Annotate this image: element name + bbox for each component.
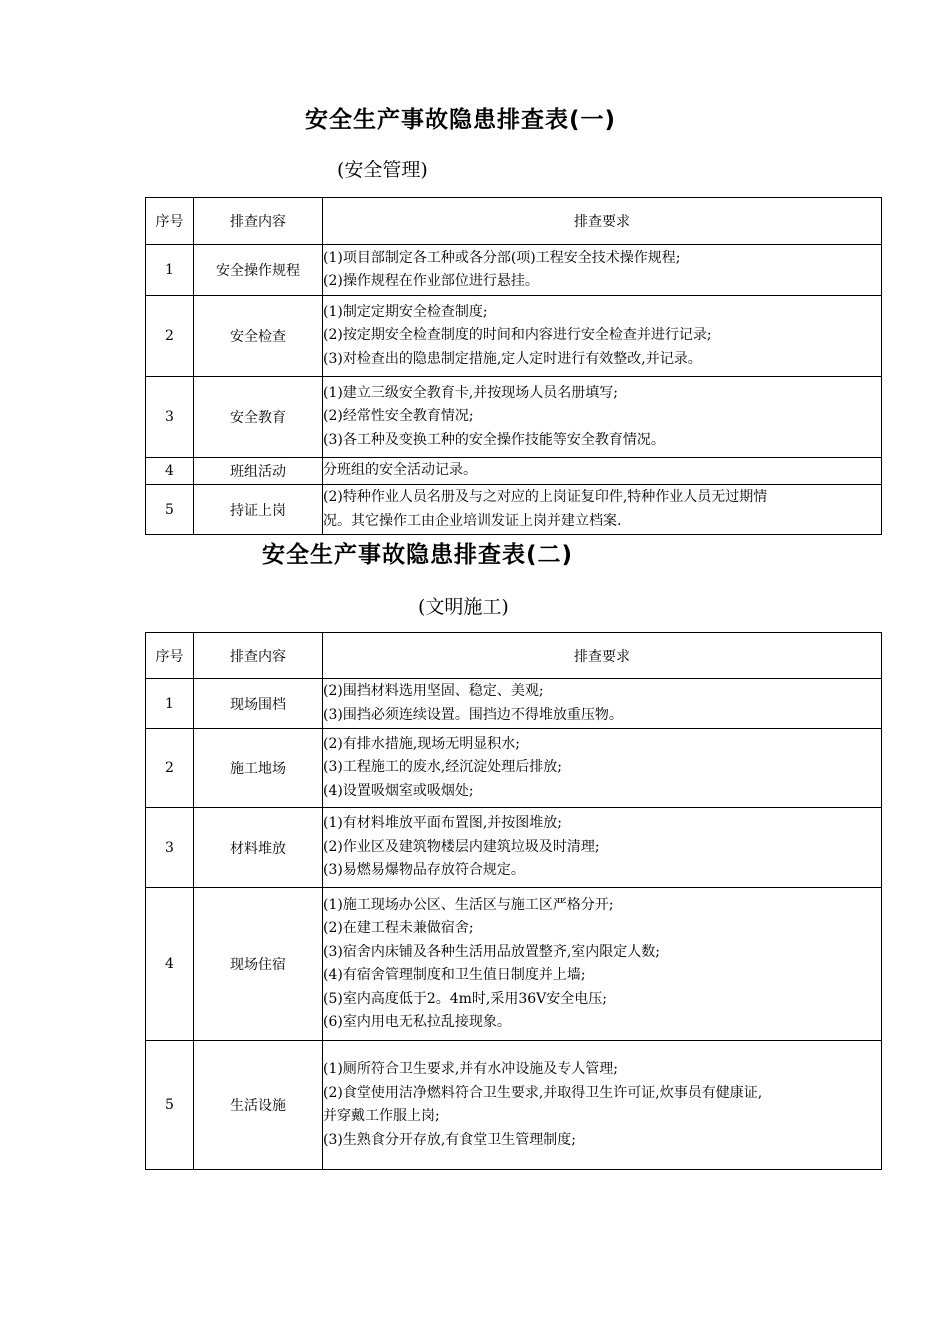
requirement-line: (2)有排水措施,现场无明显积水; [323,735,520,752]
requirement-line: (3)各工种及变换工种的安全操作技能等安全教育情况。 [323,431,665,448]
header-row [146,198,882,245]
check-requirements [323,729,882,808]
table-row [146,245,882,296]
section-1-title: 安全生产事故隐患排查表(一) [305,107,617,133]
table-row [146,296,882,377]
requirement-line: (2)围挡材料选用坚固、稳定、美观; [323,683,544,699]
check-item: 材料堆放 [194,808,323,888]
requirement-line: (1)厕所符合卫生要求,并有水冲设施及专人管理; [323,1061,618,1077]
requirement-line: (3)对检查出的隐患制定措施,定人定时进行有效整改,并记录。 [323,350,702,367]
table-row [146,729,882,808]
requirement-line: (3)围挡必须连续设置。围挡边不得堆放重压物。 [323,706,623,723]
requirement-line: (3)宿舍内床铺及各种生活用品放置整齐,室内限定人数; [323,943,660,960]
table-body [146,245,882,535]
table-row [146,458,882,485]
section-2-title: 安全生产事故隐患排查表(二) [262,542,574,568]
requirement-line: (2)特种作业人员名册及与之对应的上岗证复印件,特种作业人员无过期情 [323,489,768,505]
header-num: 序号 [146,198,194,245]
check-requirements [323,888,882,1041]
check-requirements [323,296,882,377]
requirement-line: (1)施工现场办公区、生活区与施工区严格分开; [323,896,614,913]
requirement-line: 况。其它操作工由企业培训发证上岗并建立档案. [323,512,622,529]
check-requirements [323,245,882,296]
check-item: 生活设施 [194,1041,323,1170]
check-item: 安全教育 [194,377,323,458]
requirement-line: (1)建立三级安全教育卡,并按现场人员名册填写; [323,384,618,401]
safety-management-table [145,197,882,535]
row-number: 5 [146,1041,194,1170]
civilized-construction-table [145,632,882,1170]
table-row [146,679,882,729]
requirement-line: (2)经常性安全教育情况; [323,408,474,425]
requirement-line: (1)项目部制定各工种或各分部(项)工程安全技术操作规程; [323,249,681,266]
check-requirements [323,485,882,535]
check-requirements [323,458,882,485]
requirement-line: (1)制定定期安全检查制度; [323,303,488,320]
header-req: 排查要求 [323,633,882,679]
requirement-line: (2)作业区及建筑物楼层内建筑垃圾及时清理; [323,838,600,855]
check-item: 班组活动 [194,458,323,485]
row-number: 5 [146,485,194,535]
check-item: 持证上岗 [194,485,323,535]
check-item: 现场围档 [194,679,323,729]
requirement-line: (3)工程施工的废水,经沉淀处理后排放; [323,759,562,776]
check-item: 安全操作规程 [194,245,323,296]
requirement-line: (2)操作规程在作业部位进行悬挂。 [323,273,539,289]
row-number: 2 [146,729,194,808]
table-row [146,808,882,888]
table-body [146,679,882,1170]
header-item: 排查内容 [194,198,323,245]
row-number: 4 [146,458,194,485]
requirement-line: (2)按定期安全检查制度的时间和内容进行安全检查并进行记录; [323,327,712,344]
requirement-line: (3)生熟食分开存放,有食堂卫生管理制度; [323,1131,576,1148]
header-num: 序号 [146,633,194,679]
row-number: 1 [146,245,194,296]
header-req: 排查要求 [323,198,882,245]
check-requirements [323,808,882,888]
requirement-line: (2)在建工程未兼做宿舍; [323,920,474,936]
table-row [146,888,882,1041]
table-header [146,633,882,679]
table-header [146,198,882,245]
table-row [146,377,882,458]
header-row [146,633,882,679]
requirement-line: 并穿戴工作服上岗; [323,1108,440,1124]
requirement-line: (5)室内高度低于2。4m时,采用36V安全电压; [323,990,608,1007]
requirement-line: (6)室内用电无私拉乱接现象。 [323,1014,511,1030]
section-2-subtitle: (文明施工) [418,596,509,618]
check-requirements [323,377,882,458]
row-number: 3 [146,808,194,888]
table-row [146,1041,882,1170]
requirement-line: 分班组的安全活动记录。 [323,462,477,479]
requirement-line: (2)食堂使用洁净燃料符合卫生要求,并取得卫生许可证,炊事员有健康证, [323,1084,763,1101]
table-row [146,485,882,535]
requirement-line: (4)有宿舍管理制度和卫生值日制度并上墙; [323,967,586,983]
requirement-line: (1)有材料堆放平面布置图,并按图堆放; [323,815,562,832]
check-item: 安全检查 [194,296,323,377]
requirement-line: (3)易燃易爆物品存放符合规定。 [323,862,525,879]
row-number: 3 [146,377,194,458]
row-number: 4 [146,888,194,1041]
row-number: 1 [146,679,194,729]
check-requirements [323,679,882,729]
row-number: 2 [146,296,194,377]
check-requirements [323,1041,882,1170]
section-1-subtitle: (安全管理) [337,159,428,181]
check-item: 施工地场 [194,729,323,808]
requirement-line: (4)设置吸烟室或吸烟处; [323,782,474,799]
check-item: 现场住宿 [194,888,323,1041]
header-item: 排查内容 [194,633,323,679]
